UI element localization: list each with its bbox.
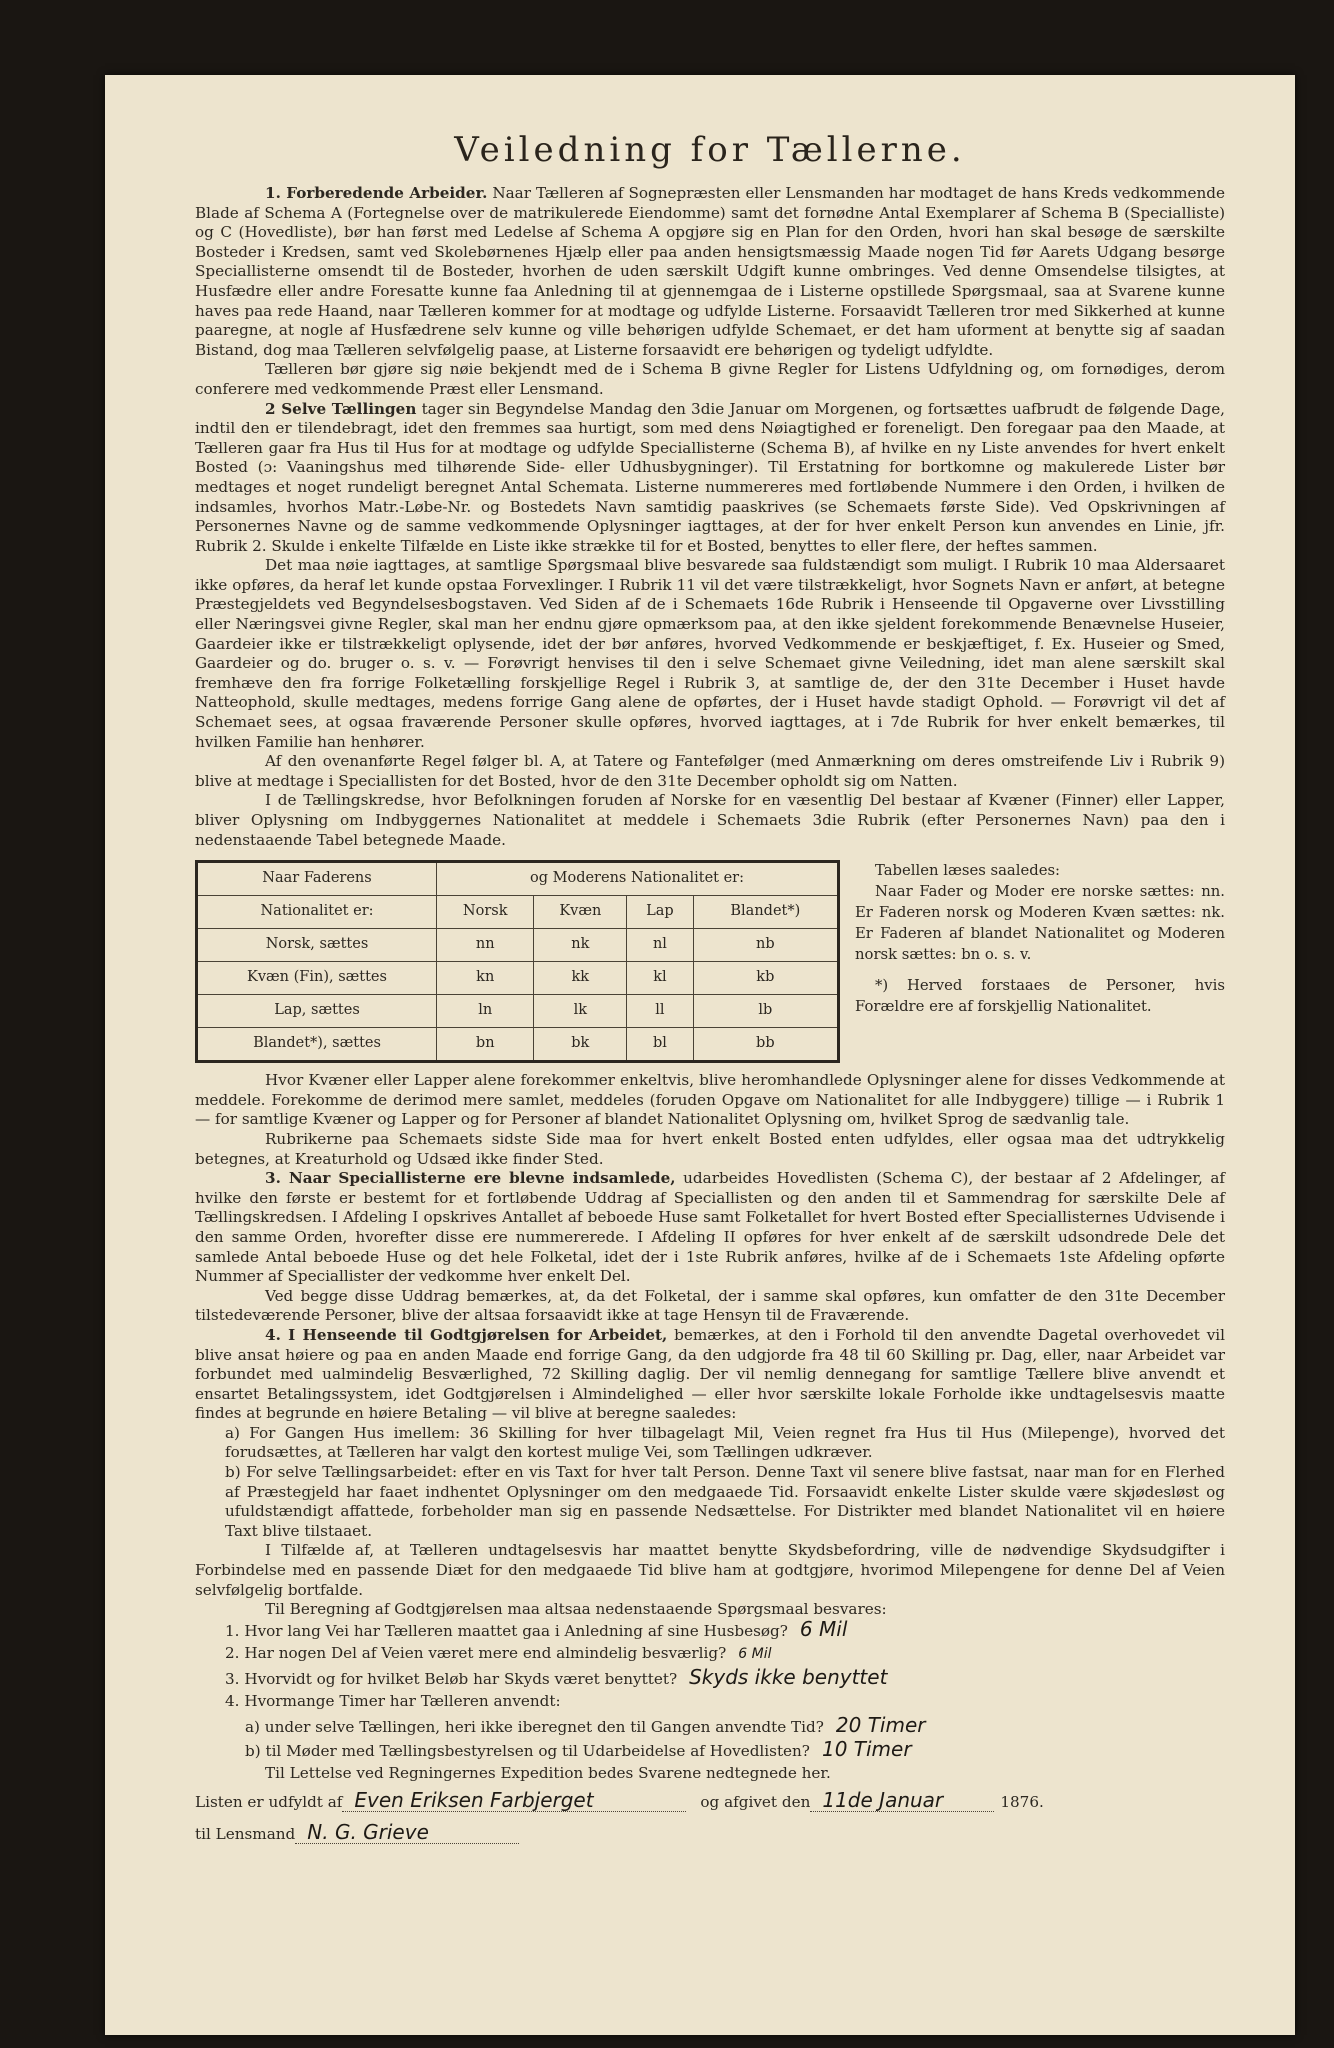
section-4-text4: Til Lettelse ved Regningernes Expedition bedes Svarene nedtegnede her. [265,1763,831,1782]
section-4-text: bemærkes, at den i Forhold til den anvendte Dagetal overhovedet vil blive ansat høiere og paa en anden Maade end forrige Gang, da den udgjorde fra 48 til 60 Skilling pr. Dag, eller, naar Arbeidet var forbundet med ualmindelig Besværlighed, 72 Skilling daglig. Der vil nemlig dennegang for samtlige Tællere blive anvendt et ensartet Betalingssystem, idet Godtgjørelsen i Almindelighed — eller hvor særskilte lokale Forholde ikke undtagelsesvis maatte findes at begrunde en høiere Betaling — vil blive at beregne saaledes: [195,1325,1225,1423]
table-row [197,995,839,1028]
table-cell: bn [437,1028,534,1062]
signature-row [195,1788,1225,1823]
table-cell: nl [627,929,693,962]
page-title: Veiledning for Tællerne. [454,130,966,170]
section-2-text3: Af den ovenanførte Regel følger bl. A, at Tatere og Fantefølger (med Anmærkning om deres omstreifende Liv i Rubrik 9) blive at medtage i Speciallisten for det Bosted, hvor de den 31te December opholdt sig om Natten. [195,752,1225,790]
section-3-text: udarbeides Hovedlisten (Schema C), der bestaar af 2 Afdelinger, af hvilke den første er bestemt for et fortløbende Uddrag af Speciallisten og den anden til et Sammendrag for særskilte Dele af Tællingskredsen. I Afdeling I opskrives Antallet af beboede Huse samt Folketallet for hvert Bosted efter Speciallisternes Udvisende i den samme Orden, hvorefter disse ere nummererede. I Afdeling II opføres for hver enkelt af de særskilt udsondrede Dele det samlede Antal beboede Huse og det hele Folketal, idet der i 1ste Rubrik anføres, hvilke af de i Schemaets 1ste Afdeling opførte Nummer af Speciallister der vedkomme hver enkelt Del. [195,1169,1226,1286]
table-header-nationality: Nationalitet er: [197,896,437,929]
section-4-text3: Til Beregning af Godtgjørelsen maa altsaa nedenstaaende Spørgsmaal besvares: [265,1600,887,1619]
table-header-mother: og Moderens Nationalitet er: [437,862,839,896]
question-list [225,1616,1225,1764]
row-label: Lap, sættes [197,995,437,1028]
document-content [195,130,1225,1855]
table-explanation [855,860,1225,1063]
row-label: Norsk, sættes [197,929,437,962]
table-cell: lb [693,995,838,1028]
section-2-text6: Rubrikerne paa Schemaets sidste Side maa for hvert enkelt Bosted enten udfyldes, eller ogsaa maa det udtrykkelig betegnes, at Kreaturhold og Udsæd ikke finder Sted. [195,1129,1225,1168]
section-4 [195,1326,1225,1424]
table-cell: nk [534,929,627,962]
section-2-text4: I de Tællingskredse, hvor Befolkningen foruden af Norske for en væsentlig Del bestaar af Kvæner (Finner) eller Lapper, bliver Oplysning om Indbyggernes Nationalitet at meddele i Schemaets 3die Rubrik (efter Personernes Navn) paa den i nedenstaaende Tabel betegnede Maade. [195,791,1225,849]
handwritten-answer: 10 Timer [821,1736,912,1761]
table-cell: bb [693,1028,838,1062]
question-item [225,1712,1225,1740]
table-cell: ln [437,995,534,1028]
table-cell: kb [693,962,838,995]
question-text: 3. Hvorvidt og for hvilket Beløb har Skyds været benyttet? [225,1669,678,1688]
table-cell: ll [627,995,693,1028]
section-2-text2: Det maa nøie iagttages, at samtlige Spørgsmaal blive besvarede saa fuldstændigt som muligt. I Rubrik 10 maa Aldersaaret ikke opføres, da heraf let kunde opstaa Forvexlinger. I Rubrik 11 vil det være tilstrækkeligt, hvor Sognets Navn er anført, at betegne Præstegjeldets ved Begyndelsesbogstaven. Ved Siden af de i Schemaets 16de Rubrik i Henseende til Opgaverne over Livsstilling eller Næringsvei givne Regler, skal man her endnu gjøre opmærksom paa, at den ikke sjeldent forekommende Benævnelse Huseier, Gaardeier ikke er tilstrækkeligt oplysende, idet der bør anføres, hvorved Vedkommende er beskjæftiget, f. Ex. Huseier og Smed, Gaardeier og do. bruger o. s. v. — Forøvrigt henvises til den i selve Schemaet givne Veiledning, idet man alene særskilt skal fremhæve den fra forrige Folketælling forskjellige Regel i Rubrik 3, at samtlige de, der den 31te December i Huset havde Natteophold, skulle medtages, medens forrige Gang alene de opførtes, der i Huset havde stadigt Ophold. — Forøvrigt vil det af Schemaet sees, at ogsaa fraværende Personer skulle opføres, hvorved iagttages, at i 7de Rubrik for hver enkelt bemærkes, til hvilken Familie han henhører. [195,556,1225,751]
delivered-label: og afgivet den [700,1793,811,1812]
table-cell: bl [627,1028,693,1062]
table-cell: nb [693,929,838,962]
section-4-heading: 4. I Henseende til Godtgjørelsen for Arbeidet, [265,1325,668,1344]
question-item [225,1692,1225,1716]
handwritten-answer: 6 Mil [738,1645,772,1662]
handwritten-answer: 6 Mil [799,1616,848,1641]
question-text: 4. Hvormange Timer har Tælleren anvendt: [225,1691,561,1710]
section-2-heading: 2 Selve Tællingen [265,399,417,418]
table-col-header: Norsk [437,896,534,929]
section-4-item-b: b) For selve Tællingsarbeidet: efter en vis Taxt for hver talt Person. Denne Taxt vil senere blive fastsat, naar man for en Flerhed af Præstegjeld har faaet indhentet Oplysninger om den medgaaede Tid. Forsaavidt enkelte Lister skulde være skjødesløst og ufuldstændigt affattede, forbeholder man sig en passende Nedsættelse. For Distrikter med blandet Nationalitet vil en høiere Taxt blive tilstaaet. [225,1463,1225,1540]
question-text: a) under selve Tællingen, heri ikke iberegnet den til Gangen anvendte Tid? [245,1717,824,1736]
section-1-heading: 1. Forberedende Arbeider. [265,184,488,202]
question-item [225,1664,1225,1692]
question-item [225,1616,1225,1644]
delivery-date: 11de Januar [810,1791,994,1812]
nationality-table [195,860,840,1063]
section-3 [195,1169,1225,1287]
lensmand-label: til Lensmand [195,1825,296,1844]
section-1-text: Naar Tælleren af Sognepræsten eller Lensmanden har modtaget de hans Kreds vedkommende Blade af Schema A (Fortegnelse over de matrikulerede Eiendomme) samt det fornødne Antal Exemplarer af Schema B (Specialliste) og C (Hovedliste), bør han først med Ledelse af Schema A opgjøre sig en Plan for den Orden, hvori han skal besøge de særskilte Bosteder i Kredsen, samt ved Skolebørnenes Hjælp eller paa anden hensigtsmæssig Maade nogen Tid før Aarets Udgang besørge Speciallisterne omsendt til de Bosteder, hvorhen de uden særskilt Udgift kunne ombringes. Ved denne Omsendelse tilsigtes, at Husfædre eller andre Foresatte kunne faa Anledning til at gjennemgaa de i Listerne opstillede Spørgsmaal, saa at Svarene kunne haves paa rede Haand, naar Tælleren kommer for at modtage og udfylde Listerne. Forsaavidt Tælleren tror med Sikkerhed at kunne paaregne, at nogle af Husfædrene selv kunne og ville behørigen udfylde Schemaet, er det ham uforment at benytte sig af saadan Bistand, dog maa Tælleren selvfølgelig paase, at Listerne forsaavidt ere behørigen og tydeligt udfyldte. [195,184,1225,359]
document-page [105,75,1295,2035]
section-2-text5: Hvor Kvæner eller Lapper alene forekommer enkeltvis, blive heromhandlede Oplysninger alene for disses Vedkommende at meddele. Forekomme de derimod mere samlet, meddeles (foruden Opgave om Nationalitet for alle Indbyggere) tillige — i Rubrik 1 — for samtlige Kvæner og Lapper og for Personer af blandet Nationalitet Oplysning om, hvilket Sprog de sædvanlig tale. [195,1071,1225,1129]
question-item [225,1736,1225,1764]
section-3-heading: 3. Naar Speciallisterne ere blevne indsamlede, [265,1169,676,1188]
nationality-block [195,860,1225,1063]
handwritten-answer: Skyds ikke benyttet [689,1664,888,1689]
row-label: Blandet*), sættes [197,1028,437,1062]
table-cell: bk [534,1028,627,1062]
table-cell: kn [437,962,534,995]
table-row [197,929,839,962]
table-note-body: Naar Fader og Moder ere norske sættes: nn. Er Faderen norsk og Moderen Kvæn sættes: nk. Er Faderen af blandet Nationalitet og Moderen norsk sættes: bn o. s. v. [855,883,1225,964]
table-cell: nn [437,929,534,962]
section-2 [195,400,1225,557]
table-cell: kl [627,962,693,995]
row-label: Kvæn (Fin), sættes [197,962,437,995]
question-text: b) til Møder med Tællingsbestyrelsen og til Udarbeidelse af Hovedlisten? [245,1741,810,1760]
section-1-text2: Tælleren bør gjøre sig nøie bekjendt med de i Schema B givne Regler for Listens Udfyldning og, om fornødiges, derom conferere med vedkommende Præst eller Lensmand. [195,360,1225,398]
table-cell: lk [534,995,627,1028]
table-col-header: Kvæn [534,896,627,929]
table-row [197,1028,839,1062]
section-2-text: tager sin Begyndelse Mandag den 3die Januar om Morgenen, og fortsættes uafbrudt de følgende Dage, indtil den er tilendebragt, idet den fremmes saa hurtigt, som med dens Nøiagtighed er foreneligt. Den foregaar paa den Maade, at Tælleren gaar fra Hus til Hus for at modtage og udfylde Speciallisterne (Schema B), af hvilke en ny Liste anvendes for hvert enkelt Bosted (ɔ: Vaaningshus med tilhørende Side- eller Udhusbygninger). Til Erstatning for bortkomne og makulerede Lister bør medtages et noget rundeligt beregnet Antal Schemata. Listerne nummereres med fortløbende Nummere i den Orden, i hvilken de indsamles, hvorhos Matr.-Løbe-Nr. og Bostedets Navn samtidig paaskrives (se Schemaets første Side). Ved Opskrivningen af Personernes Navne og de samme vedkommende Oplysninger iagttages, at der for hver enkelt Person kun anvendes en Linie, jfr. Rubrik 2. Skulde i enkelte Tilfælde en Liste ikke strække til for et Bosted, benyttes to eller flere, der heftes sammen. [195,399,1226,555]
table-col-header: Blandet*) [693,896,838,929]
table-note-heading: Tabellen læses saaledes: [875,862,1061,880]
handwritten-answer: 20 Timer [835,1712,926,1737]
table-header-father: Naar Faderens [197,862,437,896]
section-4-text2: I Tilfælde af, at Tælleren undtagelsesvis har maattet benytte Skydsbefordring, ville de nødvendige Skydsudgifter i Forbindelse med en passende Diæt for den medgaaede Tid blive ham at godtgjøre, hvorimod Milepengene for denne Del af Veien selvfølgelig bortfalde. [195,1541,1225,1599]
table-footnote: *) Herved forstaaes de Personer, hvis Forældre ere af forskjellig Nationalitet. [855,977,1225,1016]
lensmand-name: N. G. Grieve [295,1823,519,1844]
delivery-year: 1876. [1000,1793,1044,1812]
question-text: 1. Hvor lang Vei har Tælleren maattet gaa i Anledning af sine Husbesøg? [225,1621,788,1640]
filled-by-label: Listen er udfyldt af [195,1793,343,1812]
section-3-text2: Ved begge disse Uddrag bemærkes, at, da det Folketal, der i samme skal opføres, kun omfatter de den 31te December tilstedeværende Personer, blive der altsaa forsaavidt ikke at tage Hensyn til de Fraværende. [195,1286,1225,1325]
table-cell: kk [534,962,627,995]
question-text: 2. Har nogen Del af Veien været mere end almindelig besværlig? [225,1643,727,1662]
section-4-item-a: a) For Gangen Hus imellem: 36 Skilling for hver tilbagelagt Mil, Veien regnet fra Hus til Hus (Milepenge), hvorved det forudsættes, at Tælleren har valgt den kortest mulige Vei, som Tællingen udkræver. [225,1423,1225,1462]
enumerator-name: Even Eriksen Farbjerget [342,1791,686,1812]
table-col-header: Lap [627,896,693,929]
table-row [197,962,839,995]
section-1 [195,184,1225,360]
lensmand-row [195,1820,1225,1855]
